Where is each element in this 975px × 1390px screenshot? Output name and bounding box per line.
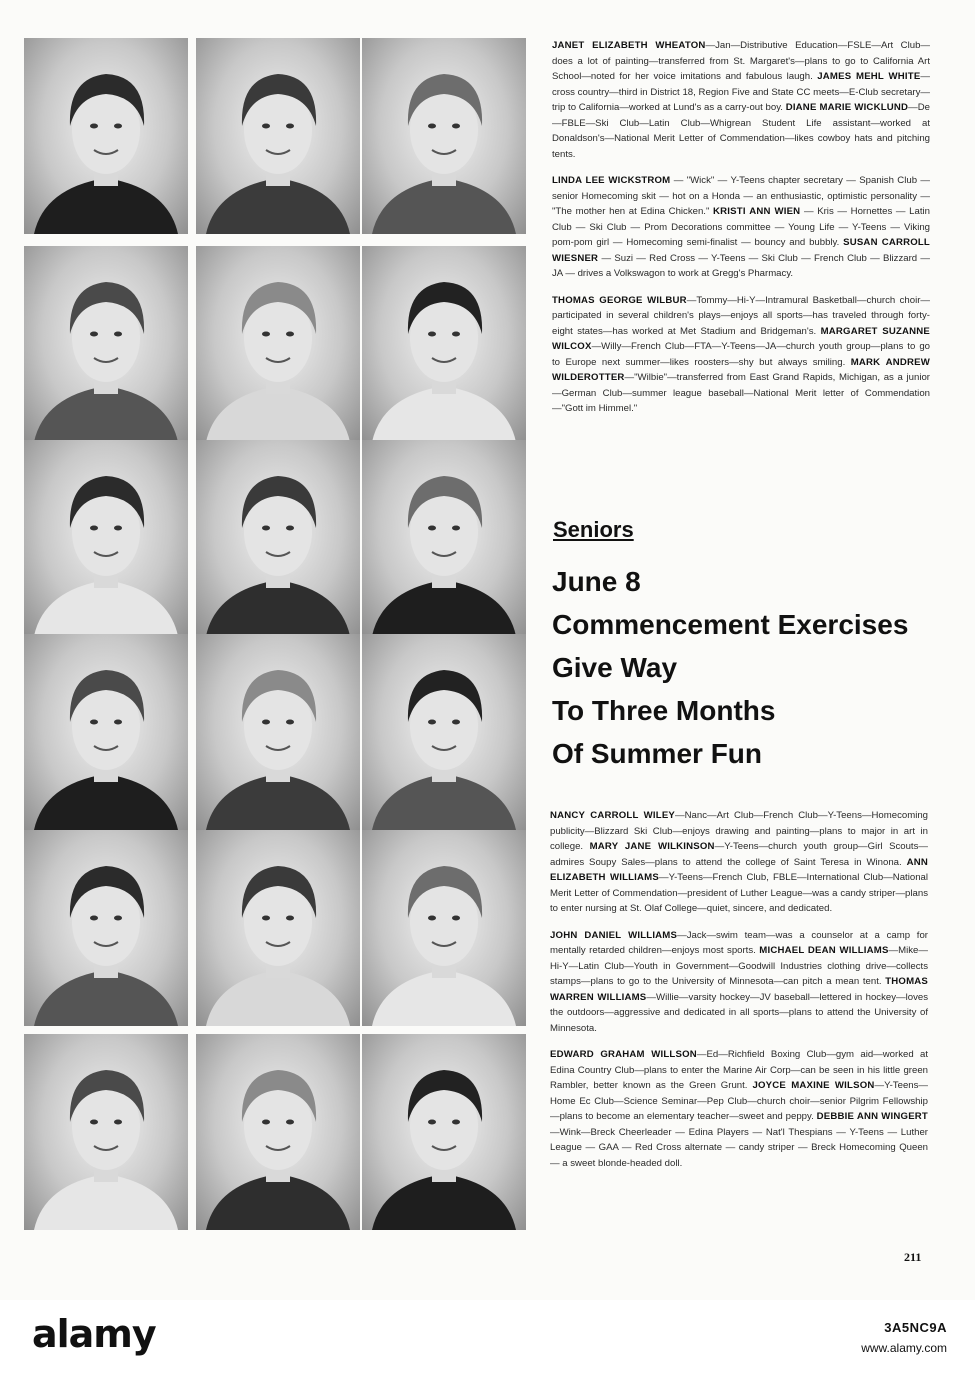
- student-name: MARY JANE WILKINSON: [589, 841, 715, 852]
- headline-line: Of Summer Fun: [552, 738, 763, 769]
- image-code: 3A5NC9A: [884, 1320, 947, 1335]
- student-description: —Y-Teens—Home Ec Club—Science Seminar—Pep Club—church choir—senior Pilgrim Fellowship—plans to become an elementary teacher—sweet and peppy.: [550, 1080, 928, 1122]
- student-description: —Wink—Breck Cheerleader — Edina Players — Nat'l Thespians — Y-Teens — Luther League — GAA — Red Cross alternate — candy striper — Breck Homecoming Queen — a sweet blonde-headed doll.: [550, 1126, 928, 1169]
- student-description: — Kris — Hornettes — Latin Club — Ski Club — Prom Decorations committee — Young Life — Y-Teens — Viking pom-pom girl — Homecoming semi-finalist — bouncy and bubbly.: [552, 206, 930, 248]
- student-name: NANCY CARROLL WILEY: [550, 810, 676, 821]
- student-name: MARGARET SUZANNE WILCOX: [552, 325, 930, 352]
- student-name: JOHN DANIEL WILLIAMS: [550, 929, 678, 941]
- upper-text-block: [552, 38, 930, 417]
- student-portrait: [196, 830, 360, 1026]
- student-portrait: [362, 830, 526, 1026]
- student-description: —Willy—French Club—FTA—Y-Teens—JA—church youth group—plans to go to Europe next summer—likes roosters—shy but always smiling.: [552, 341, 930, 368]
- student-name: MARK ANDREW WILDEROTTER: [552, 356, 931, 383]
- student-description: —Mike—Hi-Y—Latin Club—Youth in Government—Goodwill Industries clothing drive—collects stamps—plans to go to the University of Minnesota—can pitch a mean tent.: [550, 945, 928, 987]
- student-portrait: [24, 246, 188, 442]
- section-title: Seniors: [553, 517, 634, 542]
- headline-line: To Three Months: [552, 695, 776, 726]
- student-portrait: [196, 1034, 360, 1230]
- student-description: — "Wick" — Y-Teens chapter secretary — Spanish Club — senior Homecoming skit — hot on a Honda — an enthusiastic, optimistic personality — "The mother hen at Edina Chicken.": [552, 175, 930, 217]
- student-name: JOYCE MAXINE WILSON: [752, 1080, 875, 1091]
- student-name: EDWARD GRAHAM WILLSON: [550, 1049, 697, 1060]
- student-portrait: [362, 634, 526, 830]
- student-description: —Y-Teens—church youth group—Girl Scouts—admires Soupy Sales—plans to attend the college of Saint Teresa in Winona.: [550, 841, 928, 868]
- headline-line: June 8: [552, 566, 641, 597]
- student-description: —Willie—varsity hockey—JV baseball—lettered in hockey—loves the outdoors—aggressive and dedicated in all sports—plans to attend the University of Minnesota.: [550, 991, 929, 1034]
- student-portrait: [24, 38, 188, 234]
- headline-line: Give Way: [552, 652, 678, 683]
- student-portrait: [196, 38, 360, 234]
- student-description: —Ed—Richfield Boxing Club—gym aid—worked at Edina Country Club—plans to enter the Marine Air Corp—can be seen in his little green Rambler, better known as the Green Grunt.: [550, 1049, 928, 1091]
- student-description: —Tommy—Hi-Y—Intramural Basketball—church choir—participated in several children's plays—enjoys all sports—has traveled through forty-eight states—has worked at Met Stadium and Bridgeman's.: [552, 294, 930, 337]
- student-portrait: [24, 830, 188, 1026]
- student-name: THOMAS WARREN WILLIAMS: [550, 976, 928, 1003]
- student-name: LINDA LEE WICKSTROM: [552, 175, 671, 186]
- student-name: JANET ELIZABETH WHEATON: [552, 40, 706, 51]
- student-name: DEBBIE ANN WINGERT: [816, 1111, 928, 1122]
- student-name: THOMAS GEORGE WILBUR: [552, 294, 687, 306]
- paragraph: [552, 38, 930, 162]
- student-portrait: [362, 246, 526, 442]
- student-name: ANN ELIZABETH WILLIAMS: [550, 856, 928, 883]
- student-portrait: [24, 1034, 188, 1230]
- student-portrait: [196, 440, 360, 636]
- student-description: —Jan—Distributive Education—FSLE—Art Club—does a lot of painting—transferred from St. Margaret's—plans to go to California Art School—noted for her voice imitations and fabulous laugh.: [552, 40, 931, 82]
- lower-text-block: [550, 808, 928, 1171]
- student-description: — Suzi — Red Cross — Y-Teens — Ski Club — French Club — Blizzard — JA — drives a Volkswagon to work at Gregg's Pharmacy.: [552, 252, 930, 279]
- student-portrait: [196, 634, 360, 830]
- student-description: —cross country—third in District 18, Region Five and State CC meets—E-Club secretary—trip to California—worked at Lund's as a carry-out boy.: [552, 71, 931, 113]
- student-name: JAMES MEHL WHITE: [817, 71, 921, 82]
- student-name: DIANE MARIE WICKLUND: [785, 102, 909, 113]
- logo-text: alamy: [32, 1312, 156, 1356]
- student-name: MICHAEL DEAN WILLIAMS: [759, 945, 889, 956]
- student-description: —Jack—swim team—was a counselor at a camp for mentally retarded children—enjoys most sports.: [550, 929, 928, 956]
- student-portrait: [24, 440, 188, 636]
- headline-line: Commencement Exercises: [552, 609, 909, 640]
- alamy-logo: [32, 1312, 156, 1356]
- student-name: SUSAN CARROLL WIESNER: [552, 237, 930, 264]
- watermark-info: [861, 1318, 947, 1358]
- student-description: —Y-Teens—French Club, FBLE—International Club—National Merit Letter of Commendation—president of Luther League—was a candy striper—plans to enter nursing at St. Olaf College—quiet, sincere, and dedicated.: [550, 872, 928, 914]
- paragraph: [552, 293, 930, 417]
- student-portrait: [24, 634, 188, 830]
- student-description: —"Wilbie"—transferred from East Grand Rapids, Michigan, as a junior—German Club—summer league baseball—National Merit letter of Commendation—"Gott im Himmel.": [552, 372, 930, 414]
- student-name: KRISTI ANN WIEN: [713, 206, 801, 217]
- paragraph: [550, 808, 928, 917]
- student-portrait: [362, 38, 526, 234]
- student-portrait: [362, 440, 526, 636]
- student-description: —Nanc—Art Club—French Club—Y-Teens—Homecoming publicity—Blizzard Ski Club—enjoys drawing and painting—plans to major in art in college.: [550, 810, 928, 852]
- paragraph: [552, 173, 930, 282]
- student-portrait: [362, 1034, 526, 1230]
- student-portrait: [196, 246, 360, 442]
- page-number: 211: [904, 1250, 922, 1264]
- paragraph: [550, 1047, 928, 1171]
- paragraph: [550, 928, 928, 1037]
- watermark-site: www.alamy.com: [861, 1341, 947, 1355]
- headline: [552, 560, 952, 775]
- student-description: —De—FBLE—Ski Club—Latin Club—Whigrean Student Life assistant—worked at Donaldson's—National Merit Letter of Commendation—likes cowboy hats and pitching tents.: [552, 102, 930, 160]
